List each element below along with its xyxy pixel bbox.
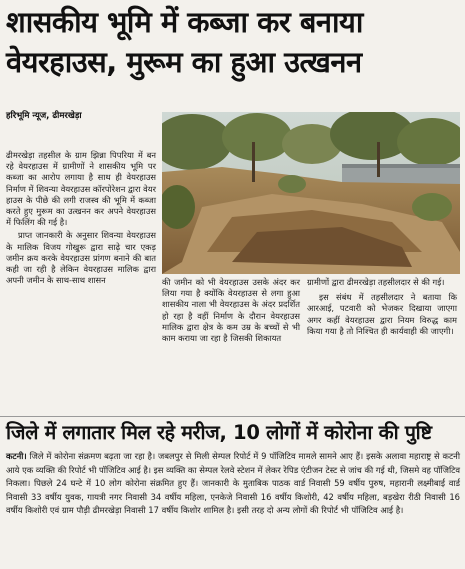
headline-line-1: शासकीय भूमि में कब्जा कर बनाया bbox=[6, 5, 363, 39]
main-headline bbox=[6, 2, 461, 82]
paragraph: प्राप्त जानकारी के अनुसार शिवन्या वेयरहाउस के मालिक विजय गोखुरू द्वारा साढ़े चार एकड़ जमीन क्रय करके वेयरहाउस प्रांगण बनाने की बात कही जा रही है लेकिन वेयरहाउस मालिक द्वारा अपनी जमीन के साथ-साथ शासन bbox=[6, 230, 156, 286]
byline: हरिभूमि न्यूज, ढीमरखेड़ा bbox=[6, 111, 82, 121]
second-headline: जिले में लगातार मिल रहे मरीज, 10 लोगों में कोरोना की पुष्टि bbox=[6, 421, 432, 444]
story-column-2 bbox=[162, 277, 300, 346]
story-column-1 bbox=[6, 150, 156, 288]
paragraph: इस संबंध में तहसीलदार ने बताया कि आरआई, पटवारी को भेजकर दिखाया जाएगा अगर कहीं वेयरहाउस द्वारा नियम विरुद्ध काम किया गया है तो निश्चित ही कार्यवाही की जाएगी। bbox=[307, 292, 457, 336]
story-column-3 bbox=[307, 277, 457, 341]
photo-icon bbox=[162, 112, 460, 274]
paragraph: ढीमरखेड़ा तहसील के ग्राम झिन्ना पिपरिया में बन रहे वेयरहाउस में ग्रामीणों ने शासकीय भूमि पर कब्जा का आरोप लगाया है साथ ही वेयरहाउस निर्माण में शिवन्या वेयरहाउस कॉरपोरेशन द्वारा वेयर हाउस के पीछे की लगी राजस्व की भूमि में कब्जा करते हुए मुरूम का उत्खनन कर अपने वेयरहाउस में फिलिंग की गई है। bbox=[6, 150, 156, 228]
story-divider bbox=[0, 416, 465, 417]
news-photo bbox=[162, 112, 460, 274]
paragraph: की जमीन को भी वेयरहाउस उसके अंदर कर लिया गया है क्योंकि वेयरहाउस से लगा हुआ शासकीय नाला भी वेयरहाउस के अंदर प्रदर्शित हो रहा है वहीं निर्माण के दौरान वेयरहाउस मालिक द्वारा क्षेत्र के कम उम्र के बच्चों से भी काम कराया जा रहा है जिसकी शिकायत bbox=[162, 277, 300, 344]
paragraph: ग्रामीणों द्वारा ढीमरखेड़ा तहसीलदार से की गई। bbox=[307, 277, 445, 287]
story-text: जिले में कोरोना संक्रमण बढ़ता जा रहा है। जबलपुर से मिली सेम्पल रिपोर्ट में 9 पॉजिटिव मामले सामने आए हैं। इसके अलावा महाराष्ट्र से कटनी आये एक व्यक्ति की रिपोर्ट भी पॉजिटिव आई है। इस व्यक्ति का सेम्पल रेलवे स्टेशन में लेकर रेपिड एंटीजन टेस्ट से जांच की गई थी, जिसमे वह पॉजिटिव निकला। पिछले 24 घन्टे में 10 लोग कोरोना संक्रमित हुए हैं। जानकारी के मुताबिक पाठक वार्ड निवासी 59 वर्षीय पुरुष, महारानी लक्ष्मीबाई वार्ड निवासी 33 वर्षीय युवक, गायत्री नगर निवासी 34 वर्षीय महिला, एनकेजे निवासी 16 वर्षीय किशोरी, 42 वर्षीय महिला, बड़खेरा रीठी निवासी 16 वर्षीय किशोरी एवं ग्राम पौड़ी ढीमरखेड़ा निवासी 17 वर्षीय किशोर शामिल है। इसी तरह दो अन्य लोगों की रिपोर्ट भी पॉजिटिव आई है। bbox=[6, 451, 460, 516]
second-story-body bbox=[6, 450, 460, 518]
headline-line-2: वेयरहाउस, मुरूम का हुआ उत्खनन bbox=[6, 45, 362, 79]
dateline: कटनी। bbox=[6, 451, 27, 461]
